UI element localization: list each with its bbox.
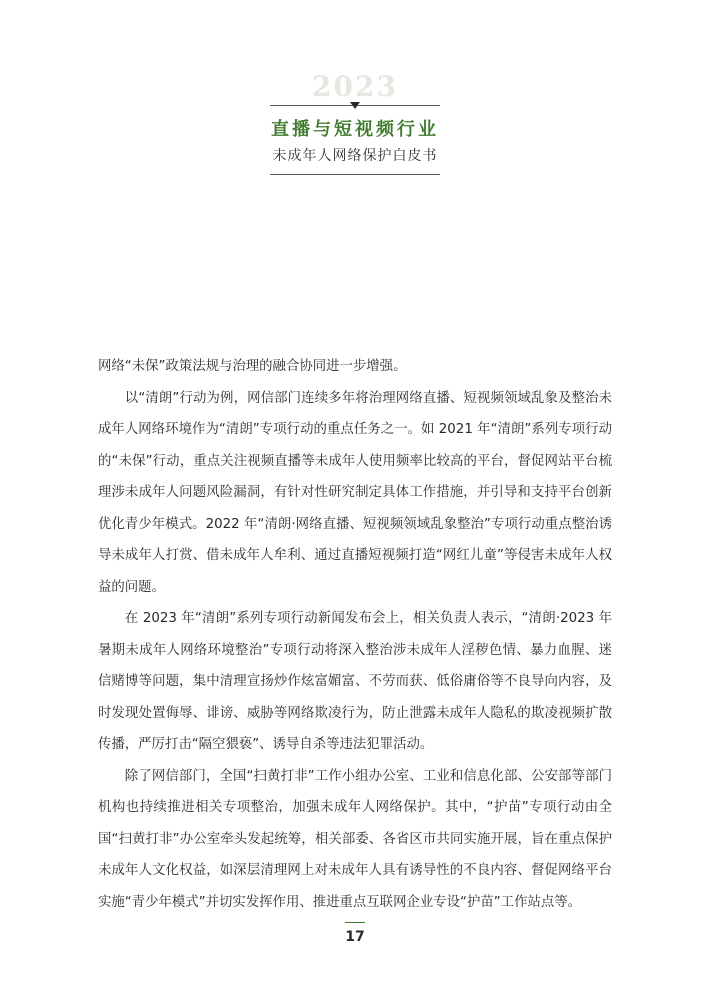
paragraph-3: 在 2023 年“清朗”系列专项行动新闻发布会上，相关负责人表示，“清朗·2023 年暑期未成年人网络环境整治”专项行动将深入整治涉未成年人淫秽色情、暴力血腥、迷信赌博等问题，集中清理宣扬炒作炫富媚富、不劳而获、低俗庸俗等不良导向内容，及时发现处置侮辱、诽谤、威胁等网络欺凌行为，防止泄露未成年人隐私的欺凌视频扩散传播，严厉打击“隔空猥亵”、诱导自杀等违法犯罪活动。 xyxy=(98,611,612,752)
page-header xyxy=(0,72,710,175)
body-text xyxy=(98,351,612,918)
header-title: 直播与短视频行业 xyxy=(271,119,439,140)
header-subtitle: 未成年人网络保护白皮书 xyxy=(272,148,438,164)
paragraph-4: 除了网信部门，全国“扫黄打非”工作小组办公室、工业和信息化部、公安部等部门机构也持续推进相关专项整治，加强未成年人网络保护。其中，“护苗”专项行动由全国“扫黄打非”办公室牵头发起统筹，相关部委、各省区市共同实施开展，旨在重点保护未成年人文化权益，如深层清理网上对未成年人具有诱导性的不良内容、督促网络平台实施“青少年模式”并切实发挥作用、推进重点互联网企业专设“护苗”工作站点等。 xyxy=(98,768,612,910)
page-number: 17 xyxy=(345,929,365,945)
triangle-marker-icon xyxy=(350,102,360,109)
header-year: 2023 xyxy=(312,70,398,103)
paragraph-1: 网络“未保”政策法规与治理的融合协同进一步增强。 xyxy=(98,359,407,374)
paragraph-2: 以“清朗”行动为例，网信部门连续多年将治理网络直播、短视频领域乱象及整治未成年人网络环境作为“清朗”专项行动的重点任务之一。如 2021 年“清朗”系列专项行动的“未保”行动，重点关注视频直播等未成年人使用频率比较高的平台，督促网站平台梳理涉未成年人问题风险漏洞，有针对性研究制定具体工作措施，并引导和支持平台创新优化青少年模式。2022 年“清朗·网络直播、短视频领域乱象整治”专项行动重点整治诱导未成年人打赏、借未成年人牟利、通过直播短视频打造“网红儿童”等侵害未成年人权益的问题。 xyxy=(98,390,612,595)
page-footer xyxy=(0,922,710,945)
header-rule-bottom xyxy=(270,174,440,175)
header-rule-top xyxy=(270,102,440,112)
page-number-rule xyxy=(345,922,365,923)
